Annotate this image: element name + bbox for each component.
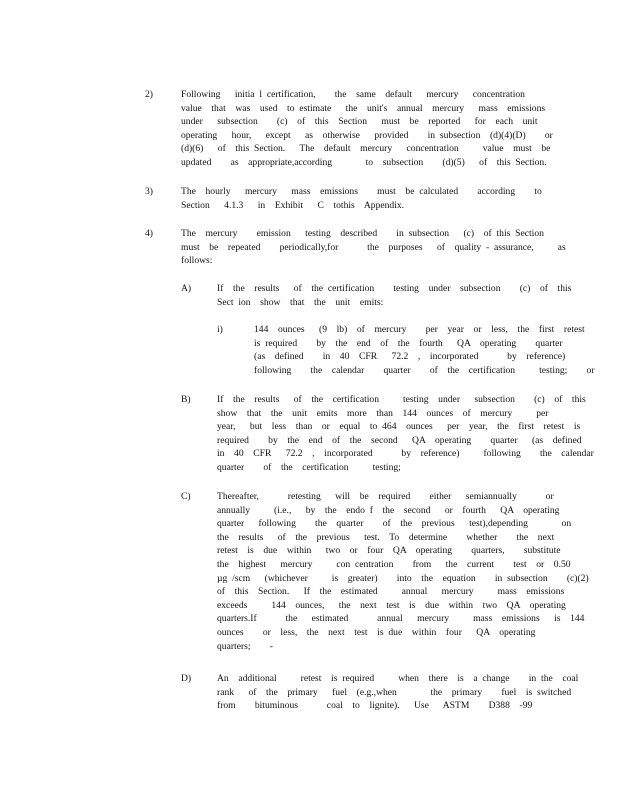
item-text <box>181 227 566 268</box>
text-line: following the calendar quarter of the certification testing; or <box>254 364 595 376</box>
text-line: required by the end of the second QA operating quarter (as defined <box>217 434 582 446</box>
text-line: If the results of the certification testing under subsection (c) of this <box>217 394 586 405</box>
item-number: B) <box>181 394 191 405</box>
item-text <box>217 672 578 713</box>
item-text <box>217 490 589 653</box>
text-line: under subsection (c) of this Section must be reported for each unit <box>181 116 538 128</box>
text-line: Thereafter, retesting will be required either semiannually or <box>217 491 554 502</box>
text-line: quarter following the quarter of the previous test),depending on <box>217 518 572 530</box>
text-line: exceeds 144 ounces, the next test is due within two QA operating <box>217 599 566 611</box>
text-line: quarters.If the estimated annual mercury mass emissions is 144 <box>217 613 585 625</box>
text-line: is required by the end of the fourth QA operating quarter <box>254 337 563 349</box>
item-number: 2) <box>145 89 153 100</box>
item-text <box>181 185 542 212</box>
item-text <box>254 323 595 377</box>
text-line: the highest mercury con centration from the current test or 0.50 <box>217 558 571 570</box>
text-line: µg /scm (whichever is greater) into the equation in subsection (c)(2) <box>217 572 589 584</box>
text-line: annually (i.e., by the endo f the second or fourth QA operating <box>217 504 560 516</box>
text-line: show that the unit emits more than 144 ounces of mercury per <box>217 407 549 419</box>
text-line: updated as appropriate,according to subsection (d)(5) of this Section. <box>181 156 547 168</box>
text-line: The hourly mercury mass emissions must be calculated according to <box>181 186 542 197</box>
text-line: retest is due within two or four QA operating quarters, substitute <box>217 545 561 557</box>
text-line: operating hour, except as otherwise provided in subsection (d)(4)(D) or <box>181 129 553 141</box>
text-line: follows: <box>181 255 213 267</box>
text-line: quarters; - <box>217 640 273 652</box>
text-line: Following initia l certification, the same default mercury concentration <box>181 89 525 100</box>
text-line: 144 ounces (9 lb) of mercury per year or less, the first retest <box>254 324 585 335</box>
item-text <box>217 393 594 475</box>
text-line: year, but less than or equal to 464 ounces per year, the first retest is <box>217 421 581 433</box>
text-line: value that was used to estimate the unit's annual mercury mass emissions <box>181 102 546 114</box>
text-line: must be repeated periodically,for the purposes of quality - assurance, as <box>181 241 566 253</box>
text-line: The mercury emission testing described in subsection (c) of this Section <box>181 228 544 239</box>
text-line: (as defined in 40 CFR 72.2 , incorporated by reference) <box>254 351 566 363</box>
text-line: Sect ion show that the unit emits: <box>217 296 384 308</box>
text-line: quarter of the certification testing; <box>217 461 401 473</box>
text-line: the results of the previous test. To determine whether the next <box>217 531 555 543</box>
item-number: 4) <box>145 228 153 239</box>
text-line: An additional retest is required when there is a change in the coal <box>217 673 579 684</box>
text-line: rank of the primary fuel (e.g.,when the primary fuel is switched <box>217 686 572 698</box>
text-line: If the results of the certification testing under subsection (c) of this <box>217 283 572 294</box>
text-line: of this Section. If the estimated annual mercury mass emissions <box>217 586 565 598</box>
item-text <box>217 282 571 309</box>
item-number: i) <box>217 324 223 335</box>
text-line: in 40 CFR 72.2 , incorporated by reference) following the calendar <box>217 448 594 460</box>
text-line: from bituminous coal to lignite). Use ASTM D388 -99 <box>217 700 533 712</box>
item-number: A) <box>181 283 192 294</box>
text-line: (d)(6) of this Section. The default mercury concentration value must be <box>181 143 551 155</box>
item-number: D) <box>181 673 192 684</box>
item-number: 3) <box>145 186 153 197</box>
text-line: ounces or less, the next test is due within four QA operating <box>217 626 536 638</box>
item-number: C) <box>181 491 191 502</box>
text-line: Section 4.1.3 in Exhibit C tothis Appendix. <box>181 199 405 211</box>
item-text <box>181 88 553 170</box>
